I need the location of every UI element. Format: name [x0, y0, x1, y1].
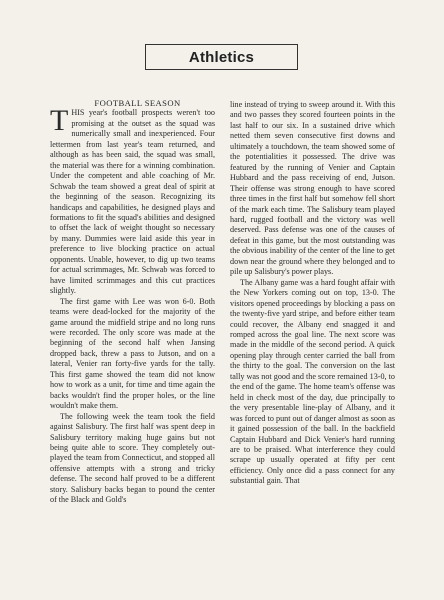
paragraph-3: The following week the team took the field against Salisbury. The first half was spent deep in Salisbury territory making huge gains but not being quite able to score. They completely out-played the team from Connecticut, and stopped all offensive attempts with a strong and tricky defense. The second half proved to be a different story. Salisbury backs began to pound the center of the Black and Gold's	[50, 411, 215, 505]
page-title: Athletics	[188, 48, 255, 66]
right-column	[230, 100, 395, 487]
paragraph-4: line instead of trying to sweep around it. With this and two passes they scored fourteen points in the last half to our six. In a sustained drive which netted them seven consecutive first downs and ultimately a touchdown, the team showed some of the potentialities it possessed. The drive was featured by the running of Venier and Captain Hubbard and the pass receiving of end, Jutson. Their offense was strong enough to have scored three times in the first half but somehow fell short of the mark each time. The Salisbury team played hard, rugged football and the victory was well deserved. Pass defense was one of the causes of defeat in this game, but the most outstanding was the obvious inability of the center of the line to get down near the ground where they belonged and to pile up Salisbury's power plays.	[230, 100, 395, 277]
article-heading: FOOTBALL SEASON	[94, 98, 181, 108]
paragraph-2: The first game with Lee was won 6-0. Both teams were dead-locked for the majority of the game around the midfield stripe and no long runs were recorded. The only score was made at the beginning of the second half when Jansing dropped back, threw a pass to Jutson, and on a lateral, Venier ran forty-five yards for the tally. This first game showed the team did not know how to work as a unit, for time and time again the backs wouldn't find the proper holes, or the line wouldn't make them.	[50, 296, 215, 411]
section-title-box	[145, 44, 298, 70]
drop-cap-letter: T	[50, 104, 69, 138]
paragraph-5: The Albany game was a hard fought affair with the New Yorkers coming out on top, 13-0. The visitors opened proceedings by blocking a pass on the twenty-five yard stripe, and before either team could recover, the Albany end snagged it and romped across the goal line. The next score was made in the middle of the second period. A quick opening play through center carried the ball from the thirty to the goal. The conversion on the last tally was not good and the score remained 13-0, to the end of the game. The home team's offense was held in check most of the day, due principally to the very presentable line-play of Albany, and it was forced to punt out of danger almost as soon as it gained possession of the ball. In the backfield Captain Hubbard and Dick Venier's hard running are to be praised. What interference they could scrape up usually operated at fifty per cent efficiency. Only once did a pass connect for any substantial gain. That	[230, 277, 395, 486]
paragraph-1-text: HIS year's football prospects weren't too promising at the outset as the squad was numerically small and inexperienced. Four lettermen from last year's team returned, and although as has been said, the squad was small, the material was there for a winning combination. Under the competent and able coaching of Mr. Schwab the team showed a great deal of spirit at the beginning of the season. Recognizing its handicaps and capabilities, he designed plays and formations to fit the squad's abilities and designed to offset the lack of weight thought so necessary by many. Dummies were laid aside this year in preference to live blocking practice on actual opponents. Unable, however, to dig up two teams for actual scrimmages, Mr. Schwab was forced to have limited scrimmages and this cut practices slightly.	[50, 108, 215, 296]
left-column	[50, 98, 215, 506]
paragraph-1	[50, 104, 215, 296]
